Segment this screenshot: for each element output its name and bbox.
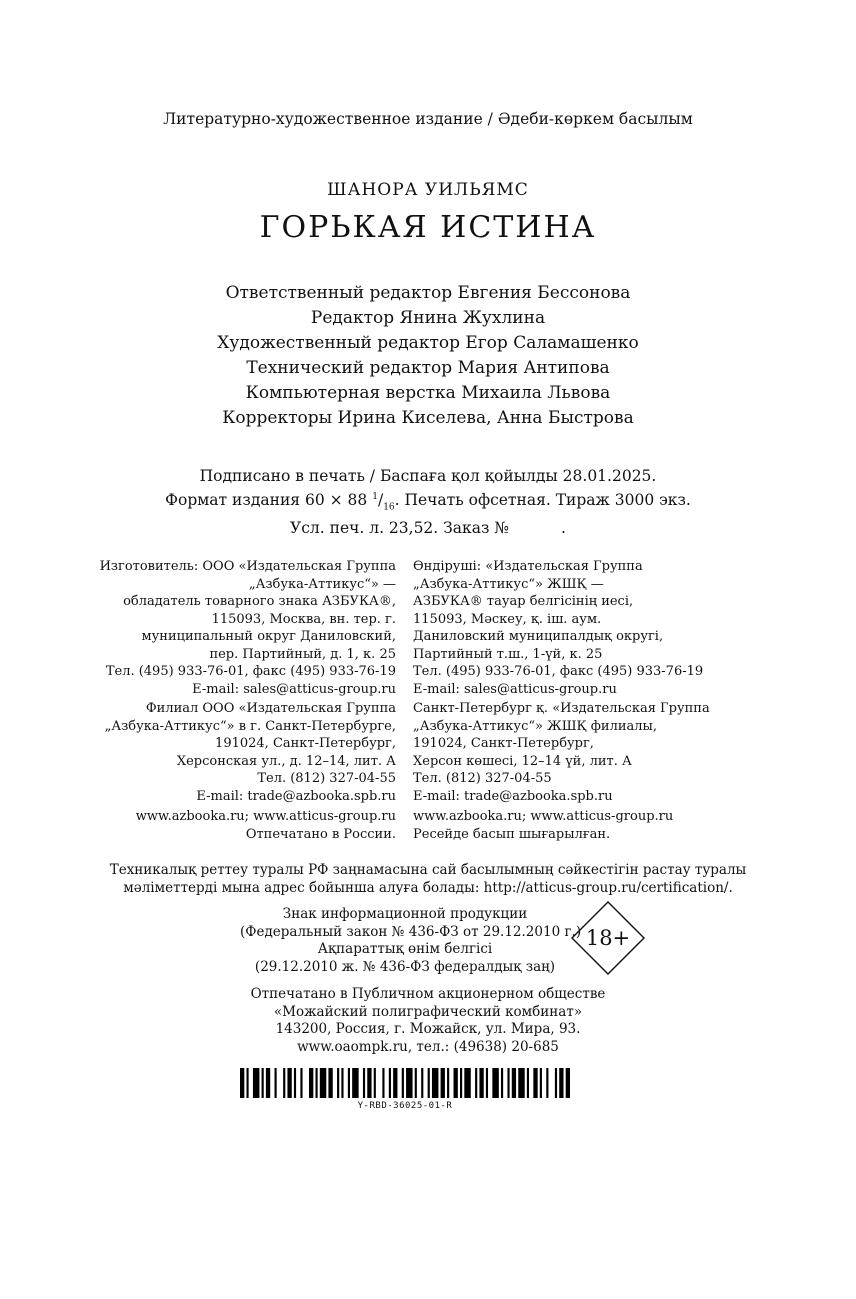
editorial-staff — [0, 281, 856, 431]
age-info: Знак информационной продукции (Федеральный закон № 436-ФЗ от 29.12.2010 г.) Ақпараттық өнім белгісі (29.12.2010 ж. № 436-ФЗ федералдық заң) — [240, 906, 582, 975]
barcode-bar — [348, 1068, 350, 1098]
barcode-bar — [320, 1068, 326, 1098]
signed-date: Подписано в печать / Баспаға қол қойылды 28.01.2025. — [199, 467, 657, 485]
barcode-bar — [367, 1068, 371, 1098]
barcode-bar — [363, 1068, 365, 1098]
web-ru: www.azbooka.ru; www.atticus-group.ru Отпечатано в России. — [135, 809, 396, 842]
barcode-bar — [253, 1068, 259, 1098]
barcode-bar — [486, 1068, 488, 1098]
barcode-bar — [389, 1068, 391, 1098]
barcode-bar — [266, 1068, 270, 1098]
barcode-bar — [441, 1068, 445, 1098]
barcode-bar — [566, 1068, 570, 1098]
staff-line: Компьютерная верстка Михаила Львова — [245, 383, 611, 403]
barcode-bar — [533, 1068, 537, 1098]
barcode-bar — [406, 1068, 412, 1098]
barcode-bar — [492, 1068, 498, 1098]
print-info — [0, 466, 856, 539]
age-rating-badge — [570, 900, 646, 976]
manufacturer-kz: Өндіруші: «Издательская Группа „Азбука-Аттикус“» ЖШҚ — АЗБУКА® тауар белгісінің иесі, 115093, Мәскеу, қ. іш. аум. Даниловский муниципалдық округі, Партийный т.ш., 1-үй, к. 25 Тел. (495) 933-76-01, факс (495) 933-76-19 E-mail: sales@atticus-group.ru — [413, 559, 704, 697]
barcode-bar — [518, 1068, 524, 1098]
staff-line: Художественный редактор Егор Саламашенко — [217, 333, 639, 353]
barcode-bar — [464, 1068, 470, 1098]
printer-info: Отпечатано в Публичном акционерном обществе «Можайский полиграфический комбинат» 143200, Россия, г. Можайск, ул. Мира, 93. www.oaompk.ru, тел.: (49638) 20-685 — [250, 986, 606, 1055]
barcode-bar — [540, 1068, 542, 1098]
age-rating-label: 18+ — [585, 926, 631, 950]
barcode-bar — [240, 1068, 244, 1098]
barcode-bar — [447, 1068, 449, 1098]
barcode-bar — [432, 1068, 438, 1098]
barcode-bar — [262, 1068, 264, 1098]
author-name: ШАНОРА УИЛЬЯМС — [327, 180, 529, 200]
barcode-bar — [382, 1068, 384, 1098]
barcode-bar — [475, 1068, 477, 1098]
staff-line: Корректоры Ирина Киселева, Анна Быстрова — [222, 408, 634, 428]
sheets-order-line: Усл. печ. л. 23,52. Заказ № . — [290, 519, 566, 538]
barcode-bar — [393, 1068, 397, 1098]
barcode-bar — [287, 1068, 291, 1098]
branch-ru: Филиал ООО «Издательская Группа „Азбука-Аттикус“» в г. Санкт-Петербурге, 191024, Санкт-Петербург, Херсонская ул., д. 12–14, лит. А Тел. (812) 327-04-55 E-mail: trade@azbooka.spb.ru — [104, 701, 396, 804]
format-line: Формат издания 60 × 88 $^1/_{16}$. Печать офсетная. Тираж 3000 экз. — [165, 491, 691, 513]
barcode-bar — [309, 1068, 313, 1098]
edition-type: Литературно-художественное издание / Әдеби-көркем басылым — [163, 110, 693, 128]
barcode-bar — [428, 1068, 430, 1098]
barcode-bar — [337, 1068, 339, 1098]
barcode-bar — [479, 1068, 483, 1098]
barcode-bar — [300, 1068, 302, 1098]
barcode-bar — [546, 1068, 548, 1098]
barcode-bar — [294, 1068, 296, 1098]
barcode-bar — [415, 1068, 417, 1098]
barcode-bar — [402, 1068, 404, 1098]
barcode-bar — [512, 1068, 516, 1098]
barcode-bar — [460, 1068, 462, 1098]
book-title: ГОРЬКАЯ ИСТИНА — [259, 210, 597, 245]
barcode-bar — [328, 1068, 332, 1098]
manufacturer-ru: Изготовитель: ООО «Издательская Группа „Азбука-Аттикус“» — обладатель товарного знака АЗБУКА®, 115093, Москва, вн. тер. г. муниципальный округ Даниловский, пер. Партийный, д. 1, к. 25 Тел. (495) 933-76-01, факс (495) 933-76-19 E-mail: sales@atticus-group.ru — [99, 559, 396, 697]
barcode-bar — [501, 1068, 503, 1098]
branch-kz: Санкт-Петербург қ. «Издательская Группа „Азбука-Аттикус“» ЖШҚ филиалы, 191024, Санкт-Петербург, Херсон көшесі, 12–14 үй, лит. А Тел. (812) 327-04-55 E-mail: trade@azbooka.spb.ru — [413, 701, 710, 804]
certification-note: Техникалық реттеу туралы РФ заңнамасына сай басылымның сәйкестігін растау туралы мәліметтерді мына адрес бойынша алуға болады: http://atticus-group.ru/certification/. — [109, 862, 747, 896]
staff-line: Технический редактор Мария Антипова — [246, 358, 610, 378]
barcode-bar — [283, 1068, 285, 1098]
barcode-bar — [246, 1068, 248, 1098]
barcode-bar — [527, 1068, 529, 1098]
barcode-bar — [352, 1068, 358, 1098]
barcode-bar — [555, 1068, 557, 1098]
barcode-bar — [454, 1068, 458, 1098]
barcode-bar — [374, 1068, 376, 1098]
barcode-bar — [421, 1068, 423, 1098]
web-kz: www.azbooka.ru; www.atticus-group.ru Ресейде басып шығарылған. — [413, 809, 674, 842]
barcode-label: Y-RBD-36025-01-R — [357, 1101, 453, 1111]
barcode-icon — [240, 1068, 570, 1098]
staff-line: Редактор Янина Жухлина — [310, 308, 546, 328]
barcode-bar — [315, 1068, 317, 1098]
barcode-bar — [559, 1068, 563, 1098]
barcode-bar — [341, 1068, 343, 1098]
barcode-bar — [507, 1068, 509, 1098]
staff-line: Ответственный редактор Евгения Бессонова — [225, 283, 631, 303]
barcode-bar — [275, 1068, 277, 1098]
